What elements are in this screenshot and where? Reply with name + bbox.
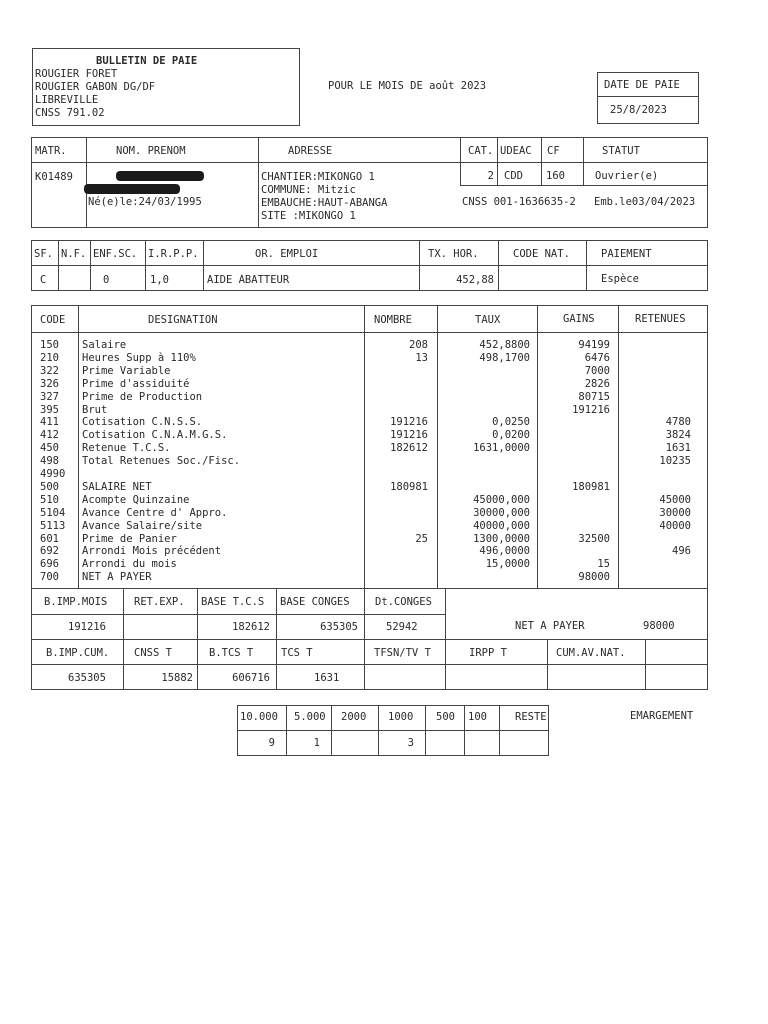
cell-gains: 94199 [578,339,610,351]
cell-taux: 30000,000 [473,506,530,519]
header-address: ADRESSE [288,145,333,157]
cell-code: 700 [40,571,59,584]
cell-nombre: 180981 [390,480,428,493]
cell-code: 210 [40,351,59,364]
cumul-btcs: 606716 [232,672,270,684]
address-line-2: COMMUNE: Mitzic [261,184,356,196]
cell-designation: Prime d'assiduité [82,377,190,390]
header-retenues: RETENUES [635,313,686,325]
redacted-name-2 [84,184,180,194]
cell-taux: 0,0250 [492,416,530,429]
header-bimp: B.IMP.MOIS [44,596,108,608]
denomination-500: 500 [436,711,455,723]
denomination-5000: 5.000 [294,711,326,723]
header-designation: DESIGNATION [148,314,218,326]
cell-code: 395 [40,403,59,416]
employee-matr: K01489 [35,171,73,183]
header-retexp: RET.EXP. [134,596,185,608]
cell-retenues: 496 [672,545,691,558]
header-cumav: CUM.AV.NAT. [556,647,626,659]
header-matr: MATR. [35,145,67,157]
cell-gains: 98000 [578,571,610,584]
net-a-payer-value: 98000 [643,620,675,632]
cell-designation: Salaire [82,339,127,351]
cell-code: 5113 [40,519,66,532]
company-line-1: ROUGIER FORET [35,68,118,80]
header-nombre: NOMBRE [374,314,412,326]
cell-code: 601 [40,532,59,545]
totals-bimp: 191216 [68,621,106,633]
cell-retenues: 45000 [659,493,691,506]
cumul-bimp: 635305 [68,672,106,684]
header-codenat: CODE NAT. [513,248,570,260]
net-a-payer-label: NET A PAYER [515,620,585,632]
denomination-10000: 10.000 [240,711,278,723]
header-code: CODE [40,314,66,326]
cell-designation: Brut [82,403,108,416]
header-paiement: PAIEMENT [601,248,652,260]
pay-date: 25/8/2023 [610,104,667,116]
denomination-1000: 1000 [388,711,414,723]
cell-code: 411 [40,416,59,429]
job-paiement: Espèce [601,273,639,285]
cumul-tcs: 1631 [314,672,340,684]
cell-code: 4990 [40,468,66,480]
count-1000: 3 [407,737,414,749]
cell-designation: Prime de Production [82,390,203,403]
reste-label: RESTE [515,711,547,723]
cell-gains: 7000 [584,364,610,377]
employee-cat: 2 [487,170,494,182]
cell-retenues: 10235 [659,455,691,468]
cell-designation: Heures Supp à 110% [82,351,196,364]
cell-designation: Acompte Quinzaine [82,493,190,506]
cell-designation: Cotisation C.N.S.S. [82,416,203,429]
totals-baseconges: 635305 [320,621,358,633]
header-name: NOM. PRENOM [116,145,186,157]
header-irpp: I.R.P.P. [148,248,199,260]
denomination-100: 100 [468,711,487,723]
cell-code: 498 [40,455,59,468]
pay-date-label: DATE DE PAIE [604,79,680,91]
job-sf: C [40,274,47,286]
job-irpp: 1,0 [150,274,169,286]
totals-dtconges: 52942 [386,621,418,633]
cell-code: 510 [40,493,59,506]
company-line-3: LIBREVILLE [35,94,99,106]
cell-gains: 15 [597,558,610,571]
cell-code: 326 [40,377,59,390]
address-line-3: EMBAUCHE:HAUT-ABANGA [261,197,388,209]
cell-code: 412 [40,429,59,442]
cell-designation: Retenue T.C.S. [82,442,171,455]
cell-retenues: 4780 [665,416,691,429]
cell-retenues: 3824 [665,429,691,442]
cell-code: 450 [40,442,59,455]
header-bimpcum: B.IMP.CUM. [46,647,110,659]
cell-code: 150 [40,339,59,351]
header-statut: STATUT [602,145,640,157]
address-line-4: SITE :MIKONGO 1 [261,210,356,222]
cell-taux: 452,8800 [479,339,530,351]
cell-code: 696 [40,558,59,571]
cell-taux: 15,0000 [485,558,530,571]
header-baseconges: BASE CONGES [280,596,350,608]
cell-code: 327 [40,390,59,403]
header-dtconges: Dt.CONGES [375,596,432,608]
cell-gains: 80715 [578,390,610,403]
cell-gains: 32500 [578,532,610,545]
cell-nombre: 191216 [390,416,428,429]
cell-designation: Total Retenues Soc./Fisc. [82,455,241,468]
emargement-label: EMARGEMENT [630,710,694,722]
cell-code: 5104 [40,506,66,519]
header-txhor: TX. HOR. [428,248,479,260]
employee-udeac: CDD [504,170,523,182]
job-emploi: AIDE ABATTEUR [207,274,290,286]
cell-taux: 40000,000 [473,519,530,532]
header-irpp-t: IRPP T [469,647,507,659]
cell-retenues: 1631 [665,442,691,455]
employee-embauche: Emb.le03/04/2023 [594,196,696,208]
cell-taux: 45000,000 [473,493,530,506]
cell-gains: 2826 [584,377,610,390]
employee-cf: 160 [546,170,565,182]
job-enf: 0 [103,274,110,286]
header-cat: CAT. [468,145,494,157]
cell-taux: 1631,0000 [473,442,530,455]
cell-code: 500 [40,480,59,493]
cell-taux: 498,1700 [479,351,530,364]
cell-retenues: 40000 [659,519,691,532]
cell-nombre: 25 [415,532,428,545]
cell-designation: Prime Variable [82,364,171,377]
cell-designation: Prime de Panier [82,532,177,545]
cell-designation: Avance Centre d' Appro. [82,506,228,519]
header-basetcs: BASE T.C.S [201,596,265,608]
redacted-name [116,171,204,181]
company-line-4: CNSS 791.02 [35,107,105,119]
cell-nombre: 191216 [390,429,428,442]
employee-cnss: CNSS 001-1636635-2 [462,196,576,208]
totals-basetcs: 182612 [232,621,270,633]
address-line-1: CHANTIER:MIKONGO 1 [261,171,375,183]
cell-gains: 180981 [572,480,610,493]
cell-retenues: 30000 [659,506,691,519]
header-btcs-t: B.TCS T [209,647,254,659]
company-line-2: ROUGIER GABON DG/DF [35,81,156,93]
header-nf: N.F. [61,248,87,260]
cell-gains: 6476 [584,351,610,364]
cell-designation: SALAIRE NET [82,480,152,493]
cell-nombre: 208 [409,339,428,351]
cell-taux: 496,0000 [479,545,530,558]
header-udeac: UDEAC [500,145,532,157]
header-enf: ENF.SC. [93,248,138,260]
header-cf: CF [547,145,560,157]
cell-designation: NET A PAYER [82,571,152,584]
cell-code: 322 [40,364,59,377]
count-5000: 1 [313,737,320,749]
cell-nombre: 13 [415,351,428,364]
header-taux: TAUX [475,314,501,326]
header-sf: SF. [34,248,53,260]
header-emploi: OR. EMPLOI [255,248,319,260]
header-gains: GAINS [563,313,595,325]
cumul-cnss: 15882 [161,672,193,684]
cell-nombre: 182612 [390,442,428,455]
document-title: BULLETIN DE PAIE [96,55,198,67]
cell-designation: Avance Salaire/site [82,519,203,532]
cell-designation: Cotisation C.N.A.M.G.S. [82,429,228,442]
cell-designation: Arrondi du mois [82,558,177,571]
count-10000: 9 [268,737,275,749]
cell-taux: 1300,0000 [473,532,530,545]
header-tcs-t: TCS T [281,647,313,659]
employee-birth: Né(e)le:24/03/1995 [88,196,202,208]
pay-period: POUR LE MOIS DE août 2023 [328,80,487,92]
cell-designation: Arrondi Mois précédent [82,545,222,558]
header-cnss-t: CNSS T [134,647,172,659]
denomination-2000: 2000 [341,711,367,723]
employee-statut: Ouvrier(e) [595,170,659,182]
cell-taux: 0,0200 [492,429,530,442]
header-tfsn: TFSN/TV T [374,647,431,659]
job-txhor: 452,88 [456,274,494,286]
cell-gains: 191216 [572,403,610,416]
cell-code: 692 [40,545,59,558]
